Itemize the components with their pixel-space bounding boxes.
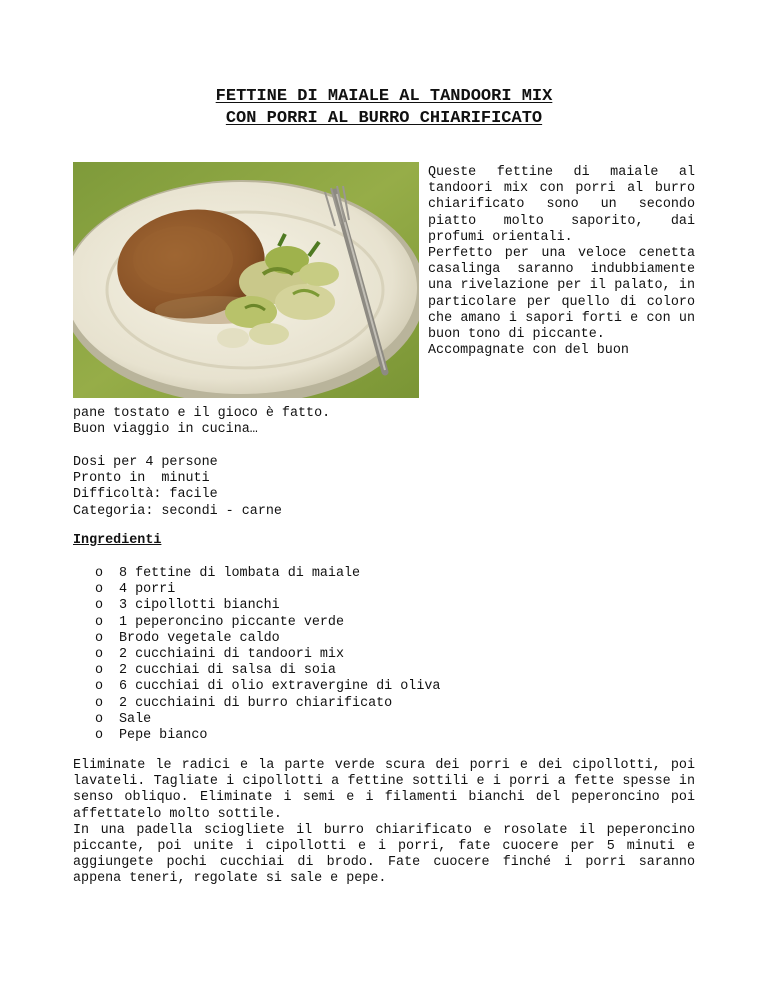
intro-paragraph-2: Perfetto per una veloce cenetta casalinga saranno indubbiamente una rivelazione per il palato, in particolare per quello di coloro che amano i sapori forti e con un buon tono di piccante. <box>428 246 695 343</box>
method-paragraph-1: Eliminate le radici e la parte verde scura dei porri e dei cipollotti, poi lavateli. Tagliate i cipollotti a fettine sottili e i porri a fette spesse in senso obliquo. Eliminate i semi e i filamenti bianchi del peperoncino poi affettatelo molto sottile. <box>73 758 695 822</box>
recipe-meta <box>73 455 282 520</box>
title-line-1: FETTINE DI MAIALE AL TANDOORI MIX <box>215 87 553 106</box>
recipe-title <box>0 86 768 130</box>
bullet-marker: o <box>95 647 104 663</box>
list-item: o Pepe bianco <box>95 728 208 744</box>
intro-cont-line-1: pane tostato e il gioco è fatto. <box>73 406 331 421</box>
list-item: o 8 fettine di lombata di maiale <box>95 566 361 581</box>
intro-text <box>428 165 695 359</box>
bullet-marker: o <box>95 679 104 695</box>
meta-difficolta: Difficoltà: facile <box>73 487 218 503</box>
bullet-marker: o <box>95 663 104 679</box>
meta-pronto: Pronto in minuti <box>73 471 210 487</box>
list-item: o 6 cucchiai di olio extravergine di oliva <box>95 679 441 695</box>
ingredients-list <box>95 566 440 744</box>
list-item: o Sale <box>95 711 152 727</box>
intro-paragraph-1: Queste fettine di maiale al tandoori mix con porri al burro chiarificato sono un secondo piatto molto saporito, dai profumi orientali. <box>428 165 695 245</box>
bullet-marker: o <box>95 630 104 646</box>
ingredients-heading: Ingredienti <box>73 533 162 548</box>
meta-categoria: Categoria: secondi - carne <box>73 503 282 519</box>
meta-dosi: Dosi per 4 persone <box>73 455 218 470</box>
intro-paragraph-3: Accompagnate con del buon <box>428 343 629 359</box>
bullet-marker: o <box>95 695 104 711</box>
list-item: o 2 cucchiaini di tandoori mix <box>95 647 344 663</box>
bullet-marker: o <box>95 728 104 744</box>
list-item: o 4 porri <box>95 582 176 598</box>
bullet-marker: o <box>95 711 104 727</box>
dish-photo <box>73 162 419 398</box>
method-paragraph-2: In una padella sciogliete il burro chiarificato e rosolate il peperoncino piccante, poi unite i cipollotti e i porri, fate cuocere per 5 minuti e aggiungete pochi cucchiai di brodo. Fate cuocere finché i porri saranno appena teneri, regolate si sale e pepe. <box>73 822 695 887</box>
bullet-marker: o <box>95 582 104 598</box>
bullet-marker: o <box>95 614 104 630</box>
bullet-marker: o <box>95 566 104 581</box>
method-text <box>73 758 695 888</box>
list-item: o Brodo vegetale caldo <box>95 630 280 646</box>
intro-continuation <box>73 406 693 438</box>
list-item: o 3 cipollotti bianchi <box>95 598 280 614</box>
bullet-marker: o <box>95 598 104 614</box>
list-item: o 1 peperoncino piccante verde <box>95 614 344 630</box>
list-item: o 2 cucchiai di salsa di soia <box>95 663 336 679</box>
list-item: o 2 cucchiaini di burro chiarificato <box>95 695 393 711</box>
title-line-2: CON PORRI AL BURRO CHIARIFICATO <box>225 109 543 128</box>
intro-cont-line-2: Buon viaggio in cucina… <box>73 422 258 438</box>
dish-photo-illustration <box>73 162 419 398</box>
